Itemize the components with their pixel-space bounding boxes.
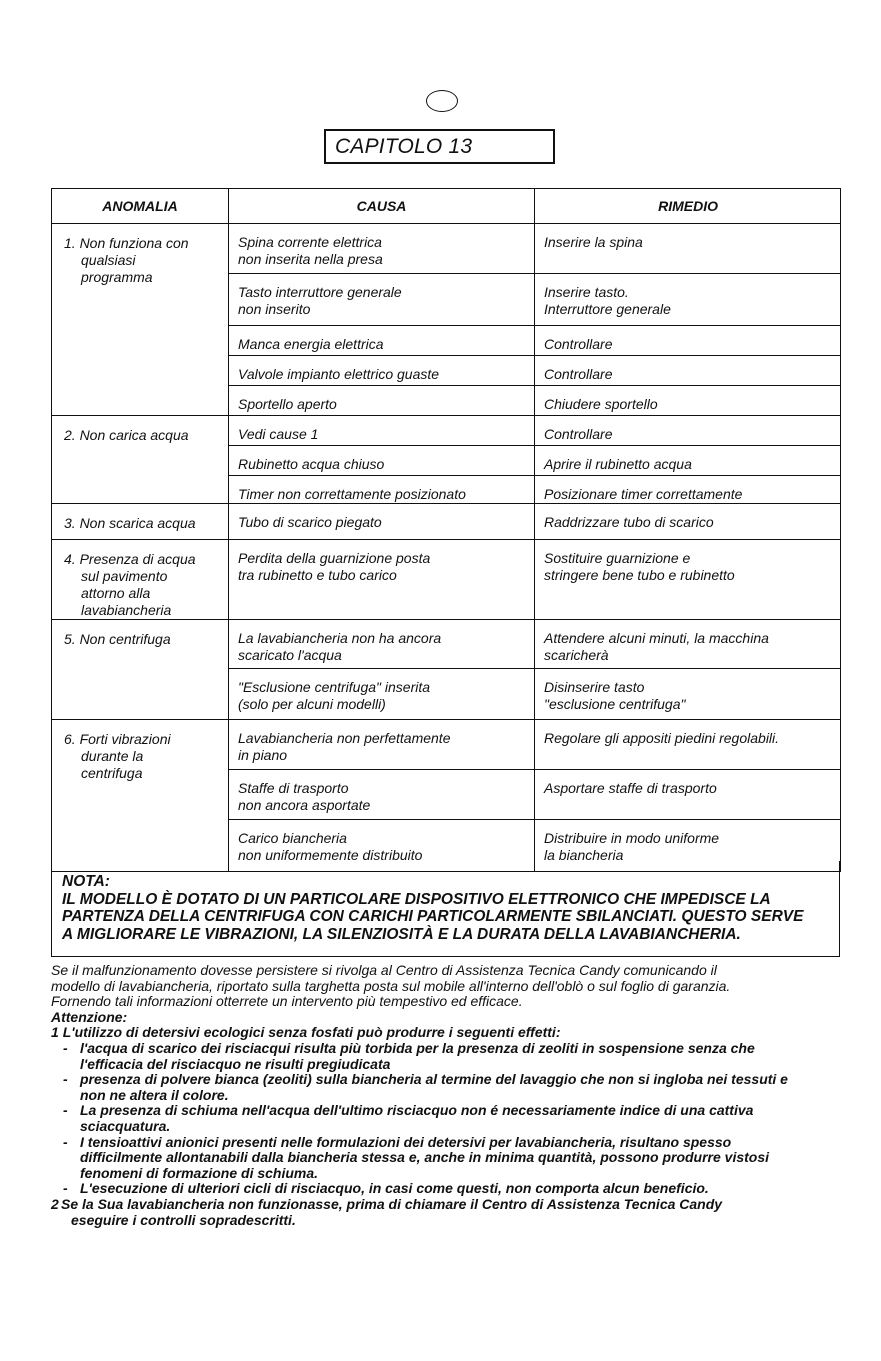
anomalia-line: 5. Non centrifuga [64,631,171,647]
rimedio-cell [535,326,841,356]
note-bullet-line: fenomeni di formazione di schiuma. [80,1164,319,1181]
causa-line: non inserita nella presa [238,251,383,267]
nota-line: IL MODELLO È DOTATO DI UN PARTICOLARE DISPOSITIVO ELETTRONICO CHE IMPEDISCE LA [62,890,771,908]
anomalia-line: qualsiasi [81,252,136,268]
anomalia-cell [52,540,229,620]
causa-line: Timer non correttamente posizionato [238,486,466,502]
anomalia-line: durante la [81,748,144,764]
rimedio-line: Distribuire in modo uniforme [544,830,720,846]
rimedio-cell [535,720,841,770]
header-rimedio: RIMEDIO [535,189,841,224]
causa-cell [229,326,535,356]
rimedio-line: Asportare staffe di trasporto [544,780,717,796]
anomalia-line: lavabiancheria [81,602,172,618]
rimedio-line: Chiudere sportello [544,396,658,412]
causa-line: La lavabiancheria non ha ancora [238,630,442,646]
rimedio-cell [535,224,841,274]
anomalia-line: centrifuga [81,765,143,781]
note-bullet-line: l'efficacia del risciacquo ne risulti pregiudicata [80,1055,391,1072]
rimedio-cell [535,620,841,669]
note-item-2-line: eseguire i controlli sopradescritti. [71,1211,296,1228]
nota-box [51,861,840,957]
causa-cell [229,669,535,720]
note-bullet [51,1072,851,1103]
causa-line: Staffe di trasporto [238,780,349,796]
causa-line: Carico biancheria [238,830,347,846]
rimedio-line: Disinserire tasto [544,679,645,695]
note-bullet-line: - La presenza di schiuma nell'acqua dell'ultimo risciacquo non é necessariamente indice di una cattiva [80,1102,754,1119]
causa-line: Vedi cause 1 [238,426,319,442]
causa-cell [229,540,535,620]
note-bullet [51,1041,851,1072]
anomalia-line: 3. Non scarica acqua [64,515,196,531]
chapter-title: CAPITOLO 13 [324,129,555,164]
causa-cell [229,476,535,504]
causa-cell [229,416,535,446]
rimedio-cell [535,476,841,504]
table-row [52,540,841,620]
note-bullet-line: - presenza di polvere bianca (zeoliti) sulla biancheria al termine del lavaggio che non si ingloba nei tessuti e [80,1071,788,1088]
causa-line: (solo per alcuni modelli) [238,696,386,712]
rimedio-line: Raddrizzare tubo di scarico [544,514,714,530]
anomalia-line: 1. Non funziona con [64,235,189,251]
nota-line: A MIGLIORARE LE VIBRAZIONI, LA SILENZIOSITÀ E LA DURATA DELLA LAVABIANCHERIA. [62,925,741,943]
anomalia-line: sul pavimento [81,568,168,584]
rimedio-cell [535,416,841,446]
note-bullet-line: difficilmente allontanabili dalla biancheria stessa e, anche in minima quantità, possono produrre vistosi [80,1149,770,1166]
causa-line: Sportello aperto [238,396,337,412]
causa-line: scaricato l'acqua [238,647,342,663]
causa-line: in piano [238,747,288,763]
causa-cell [229,620,535,669]
anomalia-cell [52,620,229,720]
anomalia-cell [52,224,229,416]
rimedio-cell [535,770,841,820]
note-item-1 [51,1025,851,1041]
rimedio-cell [535,540,841,620]
rimedio-line: Regolare gli appositi piedini regolabili. [544,730,780,746]
intro-line: Fornendo tali informazioni otterrete un intervento più tempestivo ed efficace. [51,993,523,1010]
table-row [52,416,841,446]
note-bullets [51,1041,851,1197]
causa-line: non ancora asportate [238,797,371,813]
note-bullet-line: - I tensioattivi anionici presenti nelle formulazioni dei detersivi per lavabiancheria, risultano spesso [80,1133,732,1150]
note-bullet-line: - l'acqua di scarico dei risciacqui risulta più torbida per la presenza di zeoliti in sospensione senza che [80,1039,755,1056]
causa-line: Tasto interruttore generale [238,284,402,300]
causa-line: Rubinetto acqua chiuso [238,456,385,472]
rimedio-cell [535,669,841,720]
table-row [52,504,841,540]
causa-cell [229,274,535,326]
rimedio-line: scaricherà [544,647,609,663]
anomalia-line: 6. Forti vibrazioni [64,731,171,747]
note-item-1-number: 1 [51,1024,59,1041]
anomalia-line: programma [81,269,153,285]
causa-line: Valvole impianto elettrico guaste [238,366,440,382]
rimedio-line: Attendere alcuni minuti, la macchina [544,630,769,646]
causa-line: non inserito [238,301,311,317]
anomalia-line: 2. Non carica acqua [64,427,189,443]
rimedio-line: Aprire il rubinetto acqua [544,456,692,472]
causa-line: Perdita della guarnizione posta [238,550,431,566]
language-circle-mark [426,90,458,112]
note-item-2 [51,1197,851,1228]
note-bullet-line: - L'esecuzione di ulteriori cicli di risciacquo, in casi come questi, non comporta alcun beneficio. [80,1180,709,1197]
causa-cell [229,356,535,386]
causa-line: "Esclusione centrifuga" inserita [238,679,431,695]
causa-line: Lavabiancheria non perfettamente [238,730,451,746]
rimedio-cell [535,504,841,540]
anomalia-line: 4. Presenza di acqua [64,551,196,567]
note-bullet [51,1181,851,1197]
header-anomalia: ANOMALIA [52,189,229,224]
rimedio-cell [535,386,841,416]
note-bullet [51,1135,851,1182]
rimedio-cell [535,446,841,476]
anomalia-cell [52,416,229,504]
rimedio-line: Interruttore generale [544,301,671,317]
causa-line: Spina corrente elettrica [238,234,382,250]
anomalia-cell [52,504,229,540]
anomalia-line: attorno alla [81,585,151,601]
anomalia-cell [52,720,229,872]
rimedio-line: stringere bene tubo e rubinetto [544,567,735,583]
note-bullet [51,1103,851,1134]
causa-cell [229,504,535,540]
rimedio-line: Controllare [544,366,613,382]
rimedio-line: Inserire la spina [544,234,643,250]
rimedio-line: Inserire tasto. [544,284,629,300]
rimedio-line: "esclusione centrifuga" [544,696,686,712]
causa-line: Manca energia elettrica [238,336,384,352]
troubleshooting-table [51,188,841,872]
nota-label: NOTA: [62,873,110,890]
causa-cell [229,770,535,820]
note-item-2-line: Se la Sua lavabiancheria non funzionasse, prima di chiamare il Centro di Assistenza Tecnica Candy [61,1195,723,1212]
table-row [52,720,841,770]
note-bullet-line: sciacquatura. [80,1117,171,1134]
intro-line: Se il malfunzionamento dovesse persistere si rivolga al Centro di Assistenza Tecnica Candy comunicando il [51,962,717,978]
intro-line: modello di lavabiancheria, riportato sulla targhetta posta sul mobile all'interno dell'oblò o sul foglio di garanzia. [51,977,731,994]
note-bullet-line: non ne altera il colore. [80,1086,229,1103]
rimedio-cell [535,274,841,326]
note-item-1-text: L'utilizzo di detersivi ecologici senza fosfati può produrre i seguenti effetti: [62,1024,561,1041]
rimedio-line: Posizionare timer correttamente [544,486,743,502]
table-row [52,224,841,274]
causa-line: non uniformemente distribuito [238,847,423,863]
attention-label: Attenzione: [51,1008,128,1025]
rimedio-line: Controllare [544,426,613,442]
causa-line: Tubo di scarico piegato [238,514,382,530]
causa-line: tra rubinetto e tubo carico [238,567,397,583]
nota-line: PARTENZA DELLA CENTRIFUGA CON CARICHI PARTICOLARMENTE SBILANCIATI. QUESTO SERVE [62,908,804,925]
table-row [52,620,841,669]
causa-cell [229,386,535,416]
causa-cell [229,446,535,476]
header-causa: CAUSA [229,189,535,224]
rimedio-cell [535,356,841,386]
note-item-2-number: 2 [51,1195,59,1212]
causa-cell [229,224,535,274]
notes-section [51,963,851,1228]
rimedio-line: Sostituire guarnizione e [544,550,691,566]
table-body [52,224,841,872]
rimedio-line: la biancheria [544,847,624,863]
rimedio-line: Controllare [544,336,613,352]
causa-cell [229,720,535,770]
table-header-row [52,189,841,224]
